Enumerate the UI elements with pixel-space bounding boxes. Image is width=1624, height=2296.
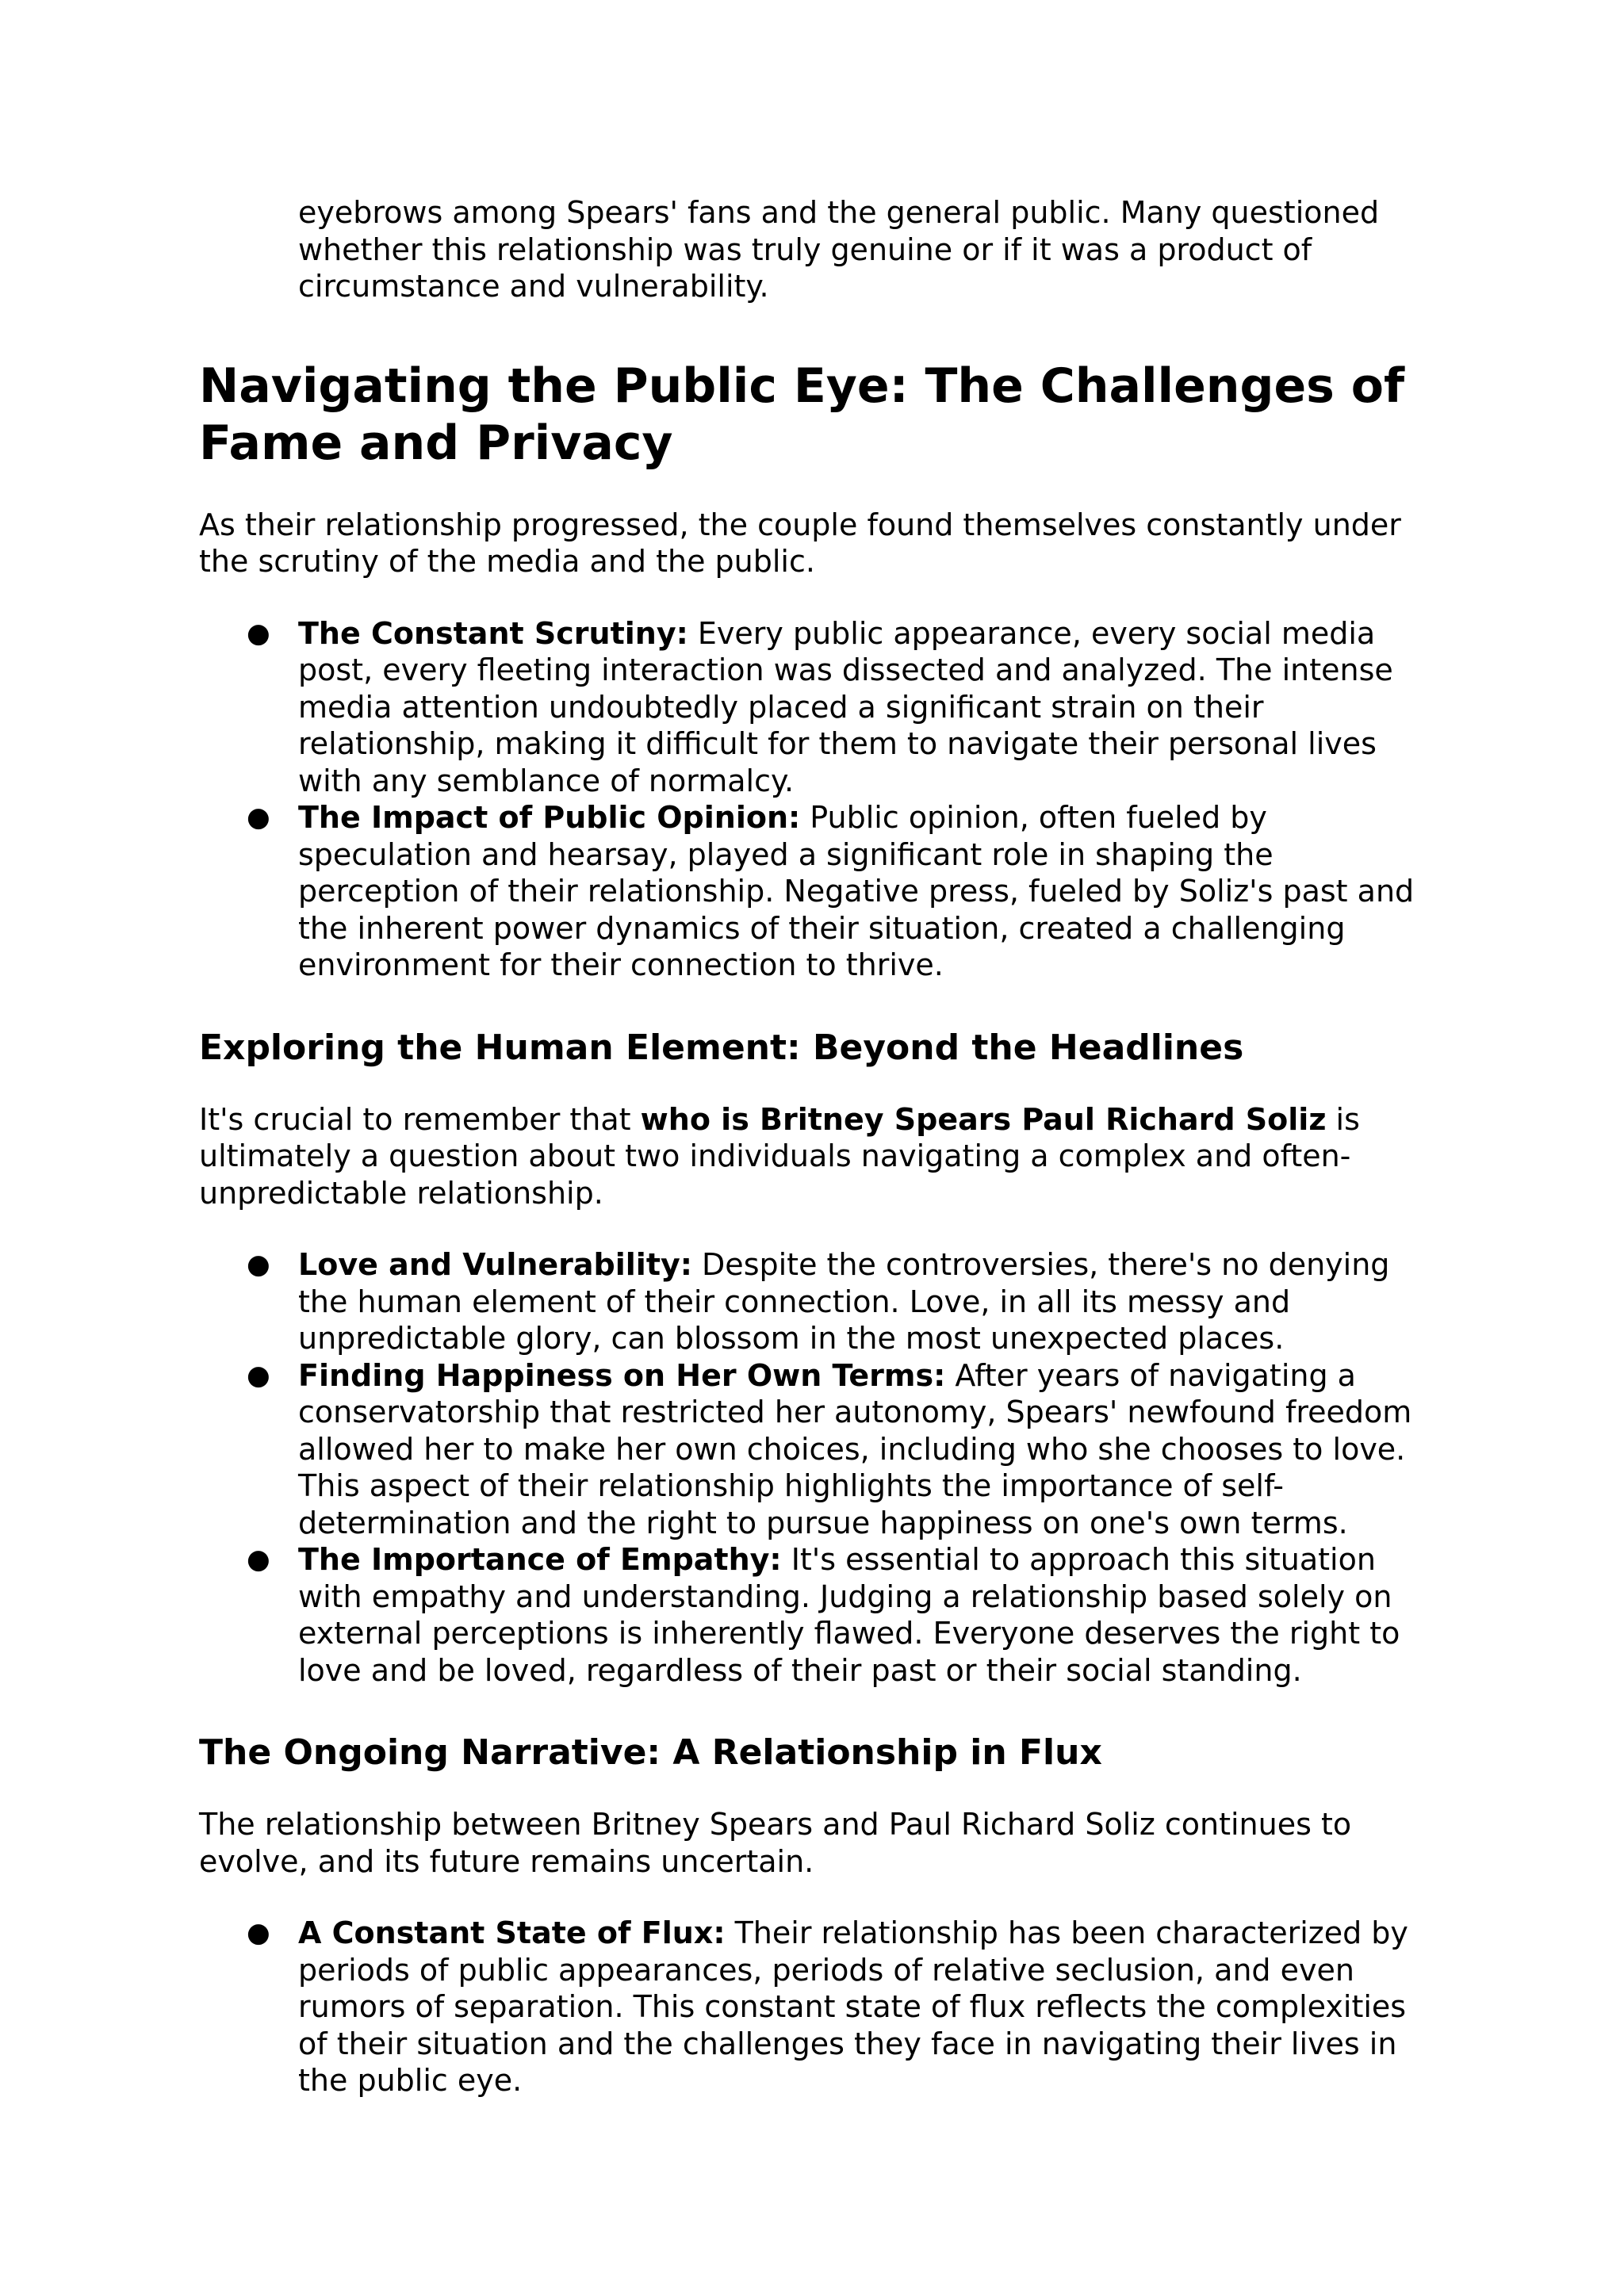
list-item <box>199 1246 1436 1357</box>
list-item <box>199 799 1436 984</box>
paragraph-text: is ultimately a question about two individuals navigating a complex and often-unpredictable relationship. <box>199 1101 1360 1211</box>
list-item-title: The Importance of Empathy: <box>298 1542 782 1577</box>
list-item-text: Their relationship has been characterized by periods of public appearances, periods of relative seclusion, and even rumors of separation. This constant state of flux reflects the complexities of their situation and the challenges they face in navigating their lives in the public eye. <box>298 1915 1408 2098</box>
list-item <box>199 1915 1436 2099</box>
bullet-icon: ● <box>247 617 270 649</box>
document-body <box>199 194 1436 2099</box>
list-item-title: Finding Happiness on Her Own Terms: <box>298 1357 946 1393</box>
list-item <box>199 615 1436 800</box>
list-item-text: After years of navigating a conservatorship that restricted her autonomy, Spears' newfound freedom allowed her to make her own choices, including who she chooses to love. This aspect of their relationship highlights the importance of self-determination and the right to pursue happiness on one's own terms. <box>298 1357 1412 1540</box>
section-heading-human-element: Exploring the Human Element: Beyond the Headlines <box>199 1027 1244 1068</box>
bullet-icon: ● <box>247 1359 270 1391</box>
intro-continuation-paragraph: eyebrows among Spears' fans and the general public. Many questioned whether this relationship was truly genuine or if it was a product of circumstance and vulnerability. <box>298 195 1380 304</box>
list-item-title: A Constant State of Flux: <box>298 1915 726 1950</box>
bullet-list-human-element <box>199 1246 1436 1689</box>
bullet-list-ongoing-narrative <box>199 1915 1436 2099</box>
bullet-icon: ● <box>247 1917 270 1949</box>
list-item-text: Every public appearance, every social media post, every fleeting interaction was dissected and analyzed. The intense media attention undoubtedly placed a significant strain on their relationship, making it difficult for them to navigate their personal lives with any semblance of normalcy. <box>298 615 1393 798</box>
paragraph-text: It's crucial to remember that <box>199 1101 641 1137</box>
section-paragraph-ongoing-narrative: The relationship between Britney Spears and Paul Richard Soliz continues to evolve, and its future remains uncertain. <box>199 1807 1352 1879</box>
section-heading-public-eye: Navigating the Public Eye: The Challenges of Fame and Privacy <box>199 358 1405 471</box>
paragraph-bold-text: who is Britney Spears Paul Richard Soliz <box>640 1101 1327 1137</box>
bullet-icon: ● <box>247 1544 270 1575</box>
list-item <box>199 1357 1436 1542</box>
list-item-text: Public opinion, often fueled by speculation and hearsay, played a significant role in shaping the perception of their relationship. Negative press, fueled by Soliz's past and the inherent power dynamics of their situation, created a challenging environment for their connection to thrive. <box>298 800 1415 982</box>
list-item-title: The Constant Scrutiny: <box>298 615 688 651</box>
list-item-title: The Impact of Public Opinion: <box>298 800 801 835</box>
list-item <box>199 1541 1436 1689</box>
list-item-title: Love and Vulnerability: <box>298 1247 692 1282</box>
bullet-icon: ● <box>247 1249 270 1280</box>
section-heading-ongoing-narrative: The Ongoing Narrative: A Relationship in Flux <box>199 1732 1102 1773</box>
list-item-text: It's essential to approach this situation with empathy and understanding. Judging a relationship based solely on external perceptions is inherently flawed. Everyone deserves the right to love and be loved, regardless of their past or their social standing. <box>298 1542 1400 1688</box>
list-item-text: Despite the controversies, there's no denying the human element of their connection. Love, in all its messy and unpredictable glory, can blossom in the most unexpected places. <box>298 1247 1390 1356</box>
section-paragraph-human-element <box>199 1101 1436 1212</box>
bullet-list-public-eye <box>199 615 1436 984</box>
bullet-icon: ● <box>247 802 270 833</box>
section-paragraph-public-eye: As their relationship progressed, the couple found themselves constantly under the scrutiny of the media and the public. <box>199 507 1401 579</box>
